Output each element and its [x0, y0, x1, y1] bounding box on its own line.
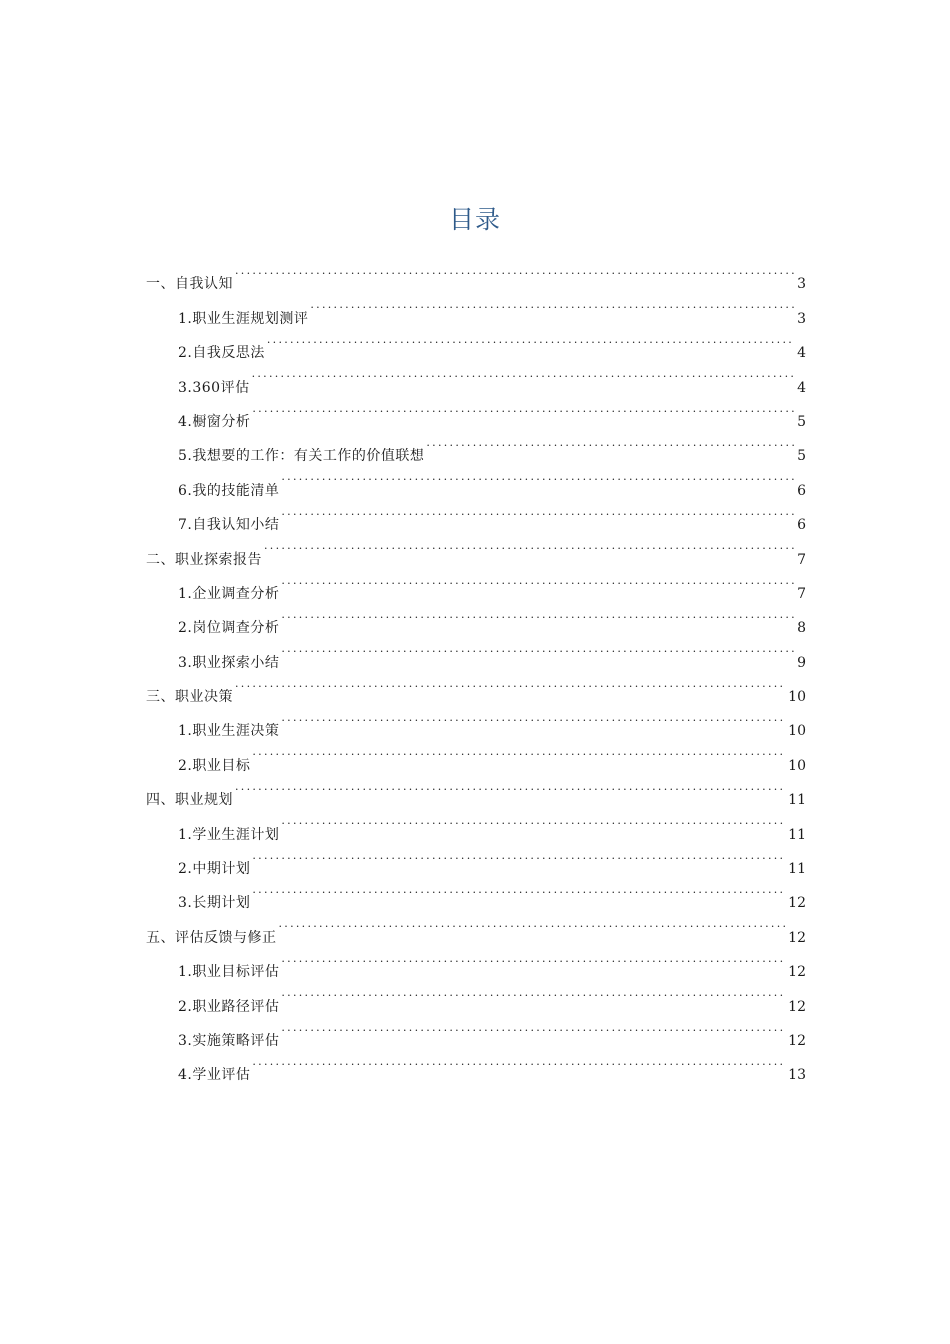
toc-entry-label: 1.学业生涯计划 — [178, 826, 280, 843]
toc-entry-label: 1.职业目标评估 — [178, 964, 280, 981]
toc-page-number: 12 — [788, 929, 806, 946]
toc-page-number: 6 — [797, 482, 806, 499]
toc-entry-label: 2.职业目标 — [178, 757, 251, 774]
toc-dot-leader — [267, 323, 794, 357]
toc-dot-leader — [252, 1045, 786, 1079]
toc-page-number: 12 — [788, 1032, 806, 1049]
toc-entry-label: 1.企业调查分析 — [178, 585, 280, 602]
toc-subsection-entry[interactable] — [146, 804, 806, 843]
toc-entry-label: 5.我想要的工作：有关工作的价值联想 — [178, 448, 425, 465]
toc-entry-label: 1.职业生涯规划测评 — [178, 310, 309, 327]
toc-dot-leader — [252, 839, 786, 873]
toc-dot-leader — [252, 392, 794, 426]
toc-dot-leader — [281, 460, 794, 494]
toc-dot-leader — [235, 770, 786, 804]
toc-section-entry[interactable] — [146, 667, 806, 706]
toc-page-number: 3 — [797, 276, 806, 293]
toc-page-number: 5 — [797, 413, 806, 430]
toc-entry-label: 4.橱窗分析 — [178, 413, 251, 430]
toc-entry-label: 3.长期计划 — [178, 895, 251, 912]
toc-entry-label: 2.中期计划 — [178, 861, 251, 878]
toc-entry-label: 四、职业规划 — [146, 792, 233, 809]
toc-page-number: 10 — [788, 723, 806, 740]
toc-dot-leader — [235, 254, 794, 288]
table-of-contents — [146, 254, 806, 1084]
toc-page-number: 12 — [788, 895, 806, 912]
toc-entry-label: 2.自我反思法 — [178, 345, 265, 362]
toc-dot-leader — [281, 942, 786, 976]
toc-dot-leader — [281, 598, 794, 632]
toc-dot-leader — [310, 288, 794, 322]
toc-entry-label: 7.自我认知小结 — [178, 517, 280, 534]
toc-entry-label: 一、自我认知 — [146, 276, 233, 293]
toc-page-number: 6 — [797, 517, 806, 534]
toc-dot-leader — [252, 873, 786, 907]
toc-dot-leader — [281, 701, 786, 735]
toc-entry-label: 3.职业探索小结 — [178, 654, 280, 671]
toc-page-number: 11 — [788, 792, 806, 809]
toc-dot-leader — [281, 804, 786, 838]
toc-entry-label: 4.学业评估 — [178, 1067, 251, 1084]
toc-entry-label: 3.实施策略评估 — [178, 1032, 280, 1049]
toc-dot-leader — [281, 495, 794, 529]
toc-subsection-entry[interactable] — [146, 701, 806, 740]
toc-entry-label: 五、评估反馈与修正 — [146, 929, 277, 946]
toc-page-number: 8 — [797, 620, 806, 637]
toc-dot-leader — [281, 632, 794, 666]
toc-page-number: 11 — [788, 861, 806, 878]
toc-page-number: 12 — [788, 964, 806, 981]
toc-page-number: 13 — [788, 1067, 806, 1084]
toc-page-number: 3 — [797, 310, 806, 327]
toc-page-number: 5 — [797, 448, 806, 465]
toc-entry-label: 6.我的技能清单 — [178, 482, 280, 499]
page-title: 目录 — [448, 205, 501, 234]
toc-entry-label: 二、职业探索报告 — [146, 551, 262, 568]
toc-entry-label: 3.360评估 — [178, 379, 250, 396]
toc-dot-leader — [281, 976, 786, 1010]
toc-page-number: 4 — [797, 345, 806, 362]
toc-page-number: 12 — [788, 998, 806, 1015]
toc-dot-leader — [264, 529, 794, 563]
toc-entry-label: 2.岗位调查分析 — [178, 620, 280, 637]
toc-page-number: 4 — [797, 379, 806, 396]
toc-subsection-entry[interactable] — [146, 288, 806, 327]
toc-dot-leader — [252, 357, 794, 391]
toc-section-entry[interactable] — [146, 254, 806, 293]
toc-page-number: 9 — [797, 654, 806, 671]
toc-entry-label: 三、职业决策 — [146, 689, 233, 706]
toc-entry-label: 2.职业路径评估 — [178, 998, 280, 1015]
toc-dot-leader — [252, 735, 786, 769]
toc-page-number: 11 — [788, 826, 806, 843]
toc-page-number: 10 — [788, 689, 806, 706]
toc-dot-leader — [281, 1011, 786, 1045]
toc-page-number: 7 — [797, 585, 806, 602]
toc-entry-label: 1.职业生涯决策 — [178, 723, 280, 740]
toc-section-entry[interactable] — [146, 770, 806, 809]
toc-page-number: 10 — [788, 757, 806, 774]
toc-dot-leader — [281, 564, 794, 598]
toc-dot-leader — [235, 667, 786, 701]
toc-dot-leader — [426, 426, 794, 460]
toc-dot-leader — [279, 907, 787, 941]
toc-page-number: 7 — [797, 551, 806, 568]
